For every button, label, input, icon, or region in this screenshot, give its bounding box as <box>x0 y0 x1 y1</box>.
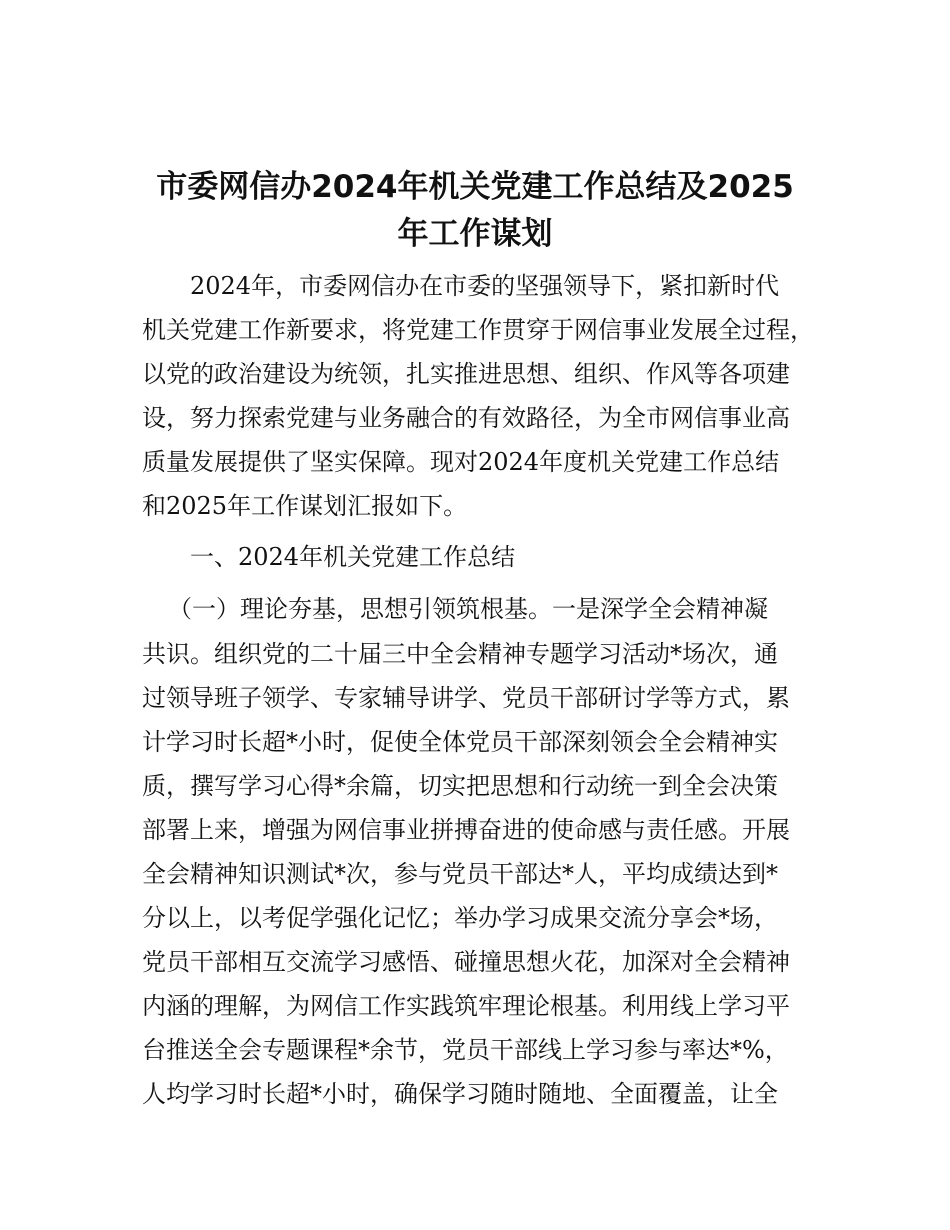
subsection-line: 计学习时长超*小时，促使全体党员干部深刻领会全会精神实 <box>142 728 778 756</box>
intro-line: 以党的政治建设为统领，扎实推进思想、组织、作风等各项建 <box>142 360 790 388</box>
subsection-line: 共识。组织党的二十届三中全会精神专题学习活动*场次，通 <box>142 640 778 668</box>
intro-line: 质量发展提供了坚实保障。现对2024年度机关党建工作总结 <box>142 448 780 476</box>
intro-line: 设，努力探索党建与业务融合的有效路径，为全市网信事业高 <box>142 404 790 432</box>
intro-line: 2024年，市委网信办在市委的坚强领导下，紧扣新时代 <box>190 272 780 300</box>
subsection-line: 台推送全会专题课程*余节，党员干部线上学习参与率达*%， <box>142 1036 789 1064</box>
subsection-line: 质，撰写学习心得*余篇，切实把思想和行动统一到全会决策 <box>142 772 778 800</box>
subsection-line: 分以上，以考促学强化记忆；举办学习成果交流分享会*场， <box>142 904 778 932</box>
intro-line: 机关党建工作新要求，将党建工作贯穿于网信事业发展全过程， <box>142 316 814 344</box>
subsection-line: 过领导班子领学、专家辅导讲学、党员干部研讨学等方式，累 <box>142 684 790 712</box>
subsection-line: 全会精神知识测试*次，参与党员干部达*人，平均成绩达到* <box>142 860 778 888</box>
subsection-line: 部署上来，增强为网信事业拼搏奋进的使命感与责任感。开展 <box>142 816 790 844</box>
subsection-line: 人均学习时长超*小时，确保学习随时随地、全面覆盖，让全 <box>142 1080 778 1108</box>
subsection-line: 内涵的理解，为网信工作实践筑牢理论根基。利用线上学习平 <box>142 992 790 1020</box>
title-line-2: 年工作谋划 <box>397 216 553 252</box>
subsection-line: （一）理论夯基，思想引领筑根基。一是深学全会精神凝 <box>168 595 768 623</box>
section-heading: 一、2024年机关党建工作总结 <box>190 543 516 571</box>
subsection-line: 党员干部相互交流学习感悟、碰撞思想火花，加深对全会精神 <box>142 948 790 976</box>
intro-line: 和2025年工作谋划汇报如下。 <box>142 492 468 520</box>
title-line-1: 市委网信办2024年机关党建工作总结及2025 <box>156 169 794 205</box>
